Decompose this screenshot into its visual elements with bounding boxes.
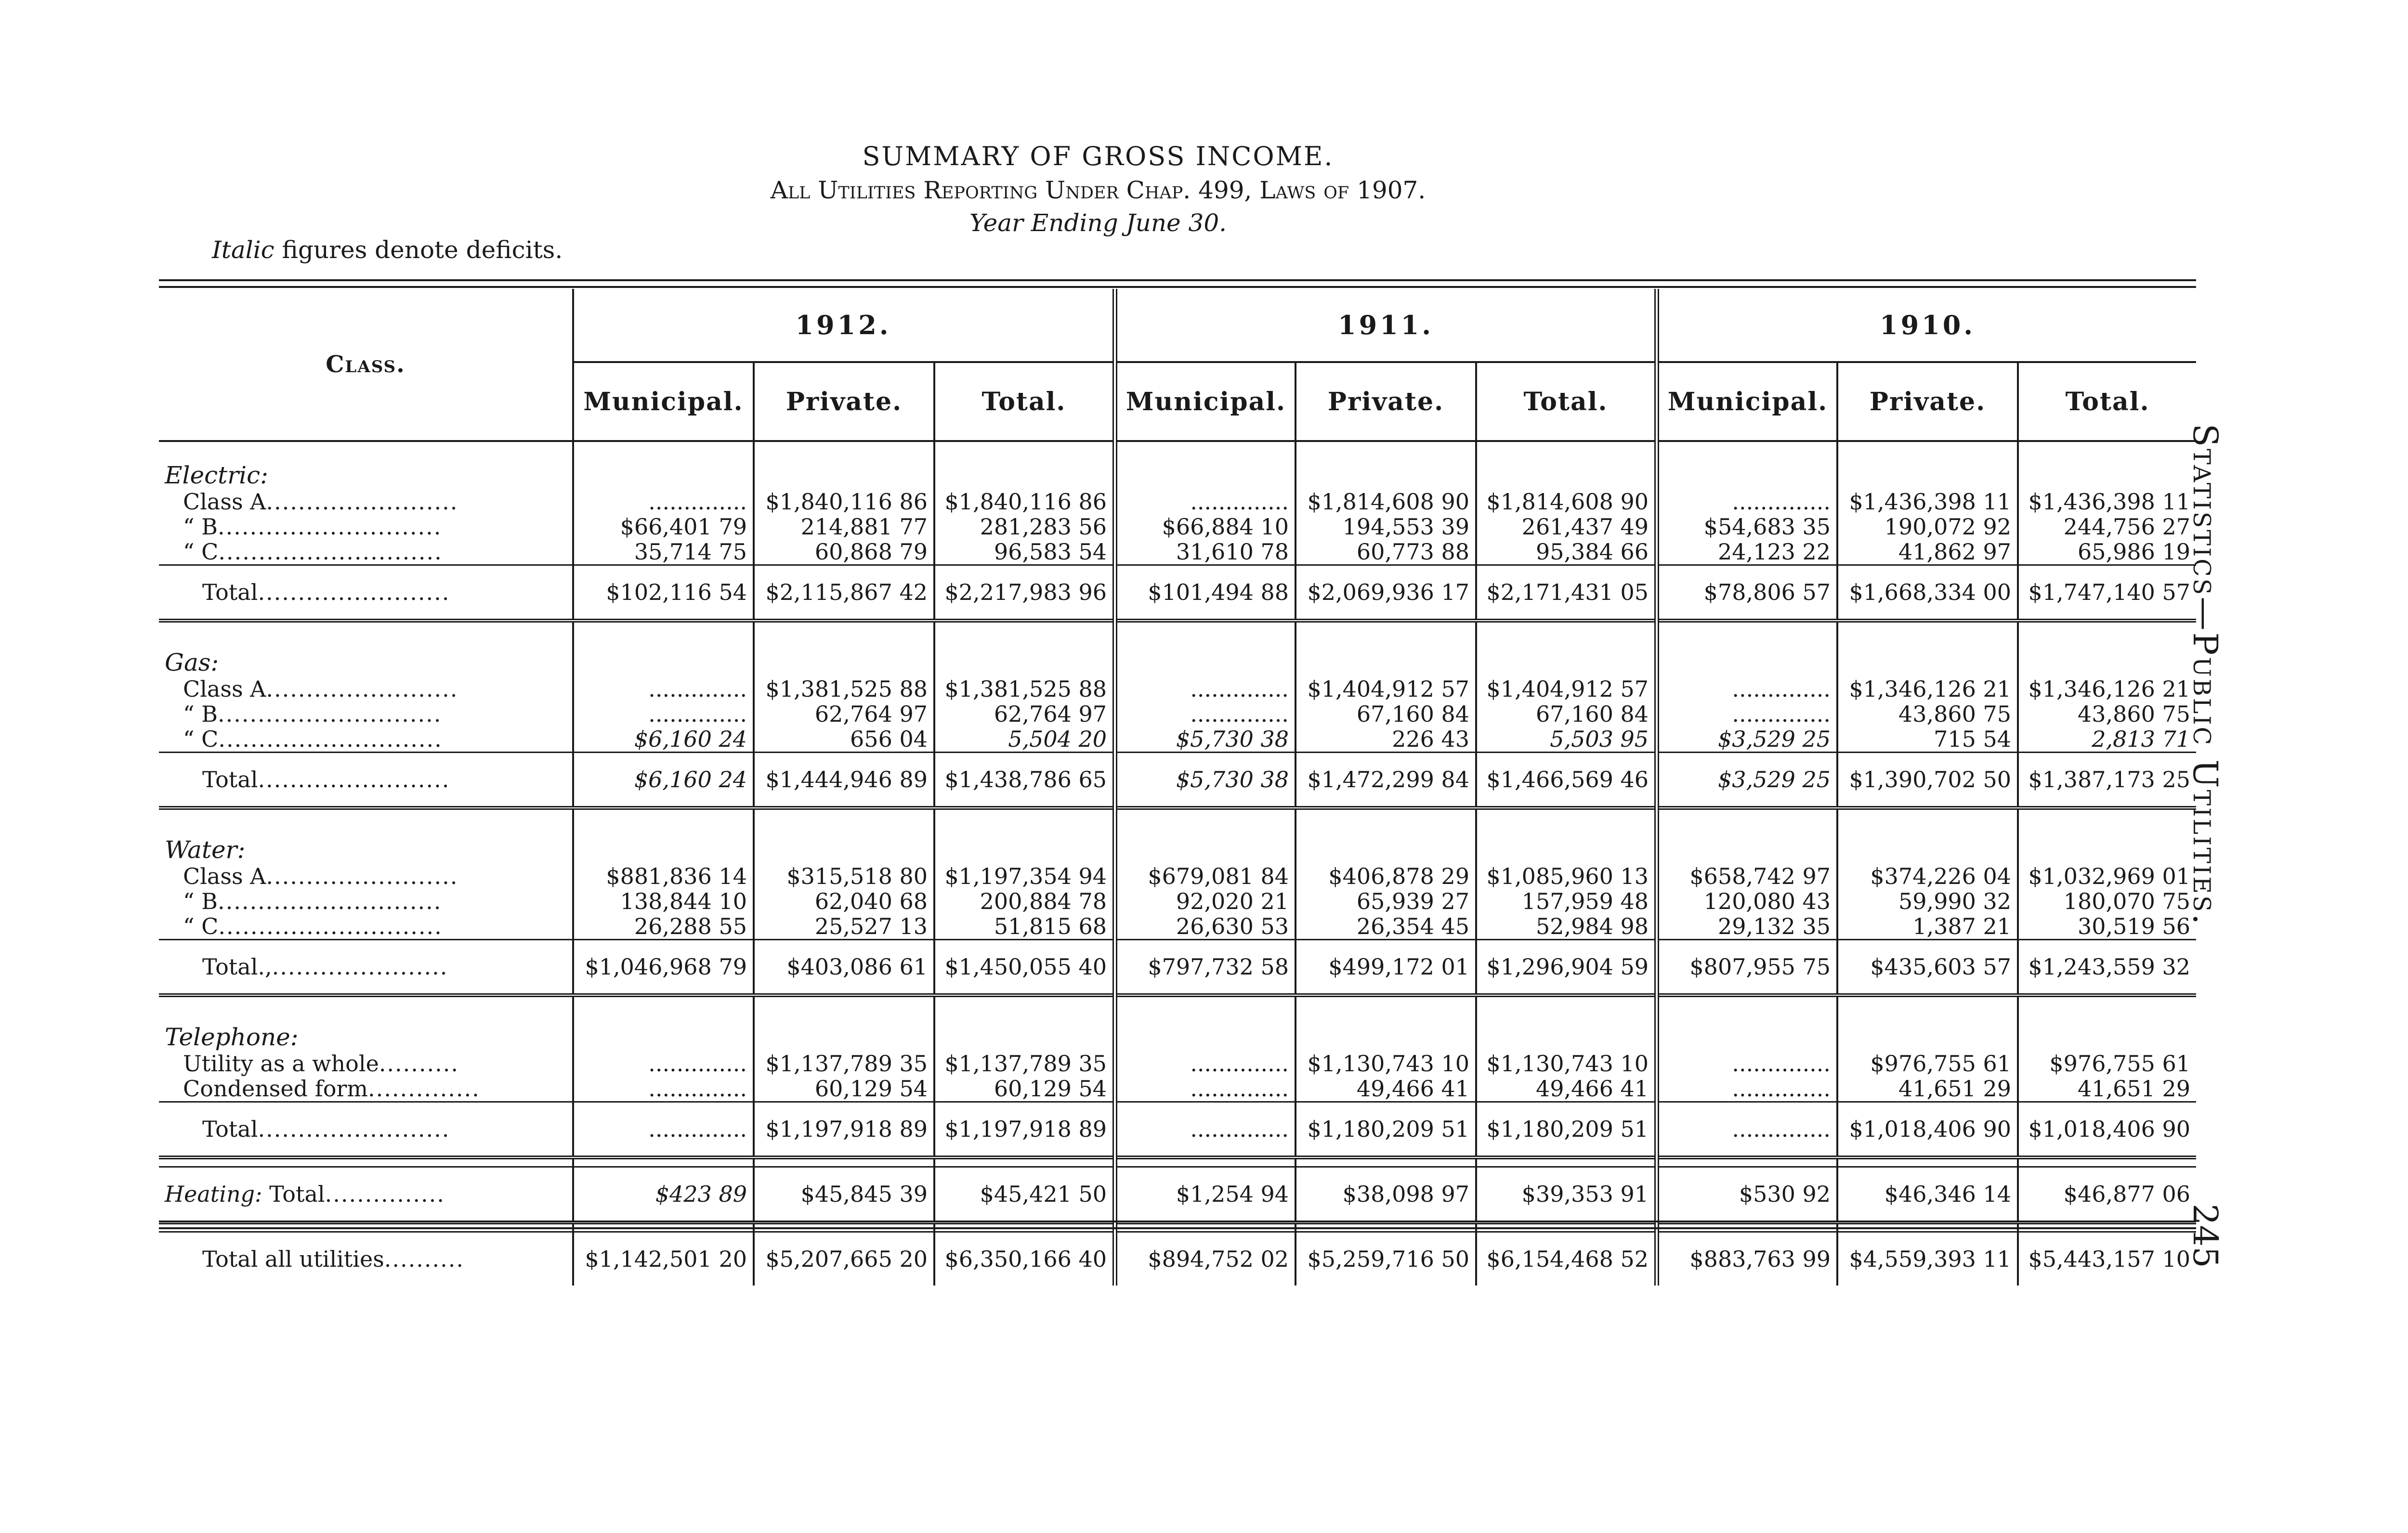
value-cell: .............. <box>1115 1076 1296 1102</box>
value-cell: $3,529 25 <box>1657 753 1837 808</box>
page-number: 245 <box>2186 1204 2225 1268</box>
value-cell: $46,877 06 <box>2018 1167 2196 1223</box>
table-row <box>159 1051 2196 1076</box>
value-cell: 41,651 29 <box>1837 1076 2018 1102</box>
value-cell: .............. <box>573 489 754 514</box>
col-total-1911: Total. <box>1476 362 1657 441</box>
value-cell: $2,217,983 96 <box>934 565 1115 621</box>
row-label: Total <box>202 1116 258 1142</box>
value-cell: $101,494 88 <box>1115 565 1296 621</box>
separator-row <box>159 1222 2196 1232</box>
note-italic-word: Italic <box>212 236 275 264</box>
row-label-cell <box>159 702 573 727</box>
group-header-row <box>159 629 2196 676</box>
title-block <box>169 140 2028 239</box>
value-cell: $45,421 50 <box>934 1167 1115 1223</box>
value-cell: .............. <box>1657 676 1837 702</box>
leader-dots: ............................ <box>217 514 442 539</box>
row-label-cell <box>159 489 573 514</box>
table-row <box>159 727 2196 753</box>
value-cell: $1,814,608 90 <box>1296 489 1476 514</box>
row-label: “ C <box>183 914 219 939</box>
value-cell: .............. <box>1657 489 1837 514</box>
value-cell: 43,860 75 <box>1837 702 2018 727</box>
value-cell: $6,160 24 <box>573 753 754 808</box>
col-total-1910: Total. <box>2018 362 2196 441</box>
value-cell: $2,069,936 17 <box>1296 565 1476 621</box>
value-cell: 5,503 95 <box>1476 727 1657 753</box>
value-cell: 49,466 41 <box>1296 1076 1476 1102</box>
value-cell: 244,756 27 <box>2018 514 2196 539</box>
table-row <box>159 889 2196 914</box>
grand-total-label-cell <box>159 1232 573 1286</box>
col-municipal-1911: Municipal. <box>1115 362 1296 441</box>
value-cell: $2,171,431 05 <box>1476 565 1657 621</box>
value-cell: 96,583 54 <box>934 539 1115 565</box>
value-cell: $5,207,665 20 <box>754 1232 934 1286</box>
value-cell: 51,815 68 <box>934 914 1115 940</box>
value-cell: 715 54 <box>1837 727 2018 753</box>
value-cell: 226 43 <box>1296 727 1476 753</box>
total-row <box>159 1102 2196 1158</box>
value-cell: 67,160 84 <box>1476 702 1657 727</box>
value-cell: $1,197,354 94 <box>934 864 1115 889</box>
value-cell: $102,116 54 <box>573 565 754 621</box>
value-cell: 138,844 10 <box>573 889 754 914</box>
value-cell: 92,020 21 <box>1115 889 1296 914</box>
row-label: “ B <box>183 889 218 914</box>
group-name: Telephone: <box>165 1023 299 1051</box>
value-cell: .............. <box>1115 1102 1296 1158</box>
value-cell: 65,939 27 <box>1296 889 1476 914</box>
value-cell: 35,714 75 <box>573 539 754 565</box>
value-cell: $1,142,501 20 <box>573 1232 754 1286</box>
value-cell: $894,752 02 <box>1115 1232 1296 1286</box>
leader-dots: ........................ <box>258 766 450 792</box>
value-cell: $881,836 14 <box>573 864 754 889</box>
total-label-cell <box>159 565 573 621</box>
row-label-cell <box>159 1076 573 1102</box>
row-label-cell <box>159 889 573 914</box>
row-label: “ C <box>183 727 219 752</box>
value-cell: $1,254 94 <box>1115 1167 1296 1223</box>
value-cell: $1,197,918 89 <box>934 1102 1115 1158</box>
value-cell: $403,086 61 <box>754 940 934 996</box>
total-row <box>159 940 2196 996</box>
row-label: “ C <box>183 539 219 565</box>
value-cell: 41,862 97 <box>1837 539 2018 565</box>
value-cell: $1,085,960 13 <box>1476 864 1657 889</box>
value-cell: $1,032,969 01 <box>2018 864 2196 889</box>
value-cell: 60,773 88 <box>1296 539 1476 565</box>
separator-row <box>159 808 2196 817</box>
value-cell: .............. <box>1657 1076 1837 1102</box>
row-label-cell <box>159 727 573 753</box>
value-cell: $1,747,140 57 <box>2018 565 2196 621</box>
value-cell: $679,081 84 <box>1115 864 1296 889</box>
value-cell: $1,018,406 90 <box>2018 1102 2196 1158</box>
table-row <box>159 702 2196 727</box>
value-cell: $1,130,743 10 <box>1476 1051 1657 1076</box>
year-1910-header: 1910. <box>1657 289 2196 362</box>
row-label: “ B <box>183 514 218 539</box>
row-label: Total all utilities <box>202 1246 384 1272</box>
value-cell: $530 92 <box>1657 1167 1837 1223</box>
leader-dots: ............................ <box>217 889 442 914</box>
value-cell: 95,384 66 <box>1476 539 1657 565</box>
value-cell: $6,350,166 40 <box>934 1232 1115 1286</box>
value-cell: .............. <box>1657 702 1837 727</box>
leader-dots: .......... <box>384 1246 465 1272</box>
value-cell: 1,387 21 <box>1837 914 2018 940</box>
heating-total-row <box>159 1167 2196 1223</box>
value-cell: 26,630 53 <box>1115 914 1296 940</box>
value-cell: $2,115,867 42 <box>754 565 934 621</box>
leader-dots: ........................ <box>266 864 458 889</box>
value-cell: $1,840,116 86 <box>934 489 1115 514</box>
row-label-cell <box>159 1051 573 1076</box>
class-header: Class. <box>159 289 573 441</box>
value-cell: 281,283 56 <box>934 514 1115 539</box>
col-private-1911: Private. <box>1296 362 1476 441</box>
table-row <box>159 514 2196 539</box>
col-municipal-1912: Municipal. <box>573 362 754 441</box>
value-cell: 31,610 78 <box>1115 539 1296 565</box>
value-cell: $1,840,116 86 <box>754 489 934 514</box>
col-municipal-1910: Municipal. <box>1657 362 1837 441</box>
value-cell: $1,346,126 21 <box>2018 676 2196 702</box>
page-subtitle: All Utilities Reporting Under Chap. 499, Laws of 1907. <box>770 176 1426 204</box>
leader-dots: ........................ <box>258 579 450 605</box>
value-cell: $1,438,786 65 <box>934 753 1115 808</box>
value-cell: 194,553 39 <box>1296 514 1476 539</box>
table-row <box>159 864 2196 889</box>
group-header-row <box>159 441 2196 489</box>
value-cell: $1,390,702 50 <box>1837 753 2018 808</box>
value-cell: 214,881 77 <box>754 514 934 539</box>
value-cell: 157,959 48 <box>1476 889 1657 914</box>
value-cell: .............. <box>573 1051 754 1076</box>
value-cell: $6,154,468 52 <box>1476 1232 1657 1286</box>
group-header-row <box>159 1004 2196 1051</box>
year-1911-header: 1911. <box>1115 289 1657 362</box>
row-label-cell <box>159 539 573 565</box>
total-row <box>159 565 2196 621</box>
value-cell: 62,764 97 <box>754 702 934 727</box>
table-row <box>159 489 2196 514</box>
value-cell: 24,123 22 <box>1657 539 1837 565</box>
value-cell: $54,683 35 <box>1657 514 1837 539</box>
value-cell: $78,806 57 <box>1657 565 1837 621</box>
value-cell: 25,527 13 <box>754 914 934 940</box>
value-cell: $1,137,789 35 <box>934 1051 1115 1076</box>
col-total-1912: Total. <box>934 362 1115 441</box>
row-label: Condensed form <box>183 1076 368 1102</box>
value-cell: $1,472,299 84 <box>1296 753 1476 808</box>
value-cell: $38,098 97 <box>1296 1167 1476 1223</box>
value-cell: 120,080 43 <box>1657 889 1837 914</box>
value-cell: $1,046,968 79 <box>573 940 754 996</box>
row-label-cell <box>159 914 573 940</box>
value-cell: $1,450,055 40 <box>934 940 1115 996</box>
row-label-cell <box>159 514 573 539</box>
group-name: Gas: <box>165 649 219 676</box>
value-cell: 67,160 84 <box>1296 702 1476 727</box>
value-cell: $797,732 58 <box>1115 940 1296 996</box>
side-caption: Statistics—Public Utilities. <box>2186 424 2225 926</box>
value-cell: $423 89 <box>573 1167 754 1223</box>
value-cell: 190,072 92 <box>1837 514 2018 539</box>
value-cell: 30,519 56 <box>2018 914 2196 940</box>
value-cell: 180,070 75 <box>2018 889 2196 914</box>
value-cell: $6,160 24 <box>573 727 754 753</box>
value-cell: .............. <box>573 1076 754 1102</box>
value-cell: 60,868 79 <box>754 539 934 565</box>
table-row <box>159 1076 2196 1102</box>
value-cell: $1,346,126 21 <box>1837 676 2018 702</box>
year-1912-header: 1912. <box>573 289 1115 362</box>
row-label: Total., <box>202 954 272 980</box>
value-cell: $1,668,334 00 <box>1837 565 2018 621</box>
value-cell: $406,878 29 <box>1296 864 1476 889</box>
table-row <box>159 914 2196 940</box>
group-name: Water: <box>165 836 246 864</box>
leader-dots: ............... <box>325 1181 445 1207</box>
year-header-row <box>159 289 2196 362</box>
value-cell: $46,346 14 <box>1837 1167 2018 1223</box>
value-cell: 62,040 68 <box>754 889 934 914</box>
value-cell: $1,444,946 89 <box>754 753 934 808</box>
value-cell: $1,381,525 88 <box>754 676 934 702</box>
leader-dots: ............................ <box>217 702 442 727</box>
row-label: Utility as a whole <box>183 1051 379 1076</box>
separator-row <box>159 621 2196 629</box>
deficit-note <box>212 236 563 264</box>
value-cell: $45,845 39 <box>754 1167 934 1223</box>
leader-dots: .......... <box>379 1051 459 1076</box>
value-cell: $499,172 01 <box>1296 940 1476 996</box>
value-cell: $658,742 97 <box>1657 864 1837 889</box>
value-cell: 59,990 32 <box>1837 889 2018 914</box>
value-cell: $1,180,209 51 <box>1476 1102 1657 1158</box>
value-cell: $1,436,398 11 <box>1837 489 2018 514</box>
value-cell: $1,436,398 11 <box>2018 489 2196 514</box>
value-cell: 43,860 75 <box>2018 702 2196 727</box>
row-label: Total <box>202 579 258 605</box>
col-private-1912: Private. <box>754 362 934 441</box>
gross-income-table <box>159 289 2196 1286</box>
leader-dots: ........................ <box>266 676 458 702</box>
row-label: Class A <box>183 864 266 889</box>
value-cell: 41,651 29 <box>2018 1076 2196 1102</box>
value-cell: $1,387,173 25 <box>2018 753 2196 808</box>
value-cell: $1,130,743 10 <box>1296 1051 1476 1076</box>
value-cell: 29,132 35 <box>1657 914 1837 940</box>
value-cell: $1,197,918 89 <box>754 1102 934 1158</box>
leader-dots: ........................ <box>258 1116 450 1142</box>
value-cell: $5,730 38 <box>1115 727 1296 753</box>
value-cell: $807,955 75 <box>1657 940 1837 996</box>
separator-row <box>159 1157 2196 1167</box>
value-cell: $315,518 80 <box>754 864 934 889</box>
value-cell: $5,730 38 <box>1115 753 1296 808</box>
value-cell: $5,259,716 50 <box>1296 1232 1476 1286</box>
value-cell: 62,764 97 <box>934 702 1115 727</box>
value-cell: 49,466 41 <box>1476 1076 1657 1102</box>
group-name: Electric: <box>165 461 268 489</box>
value-cell: .............. <box>573 676 754 702</box>
col-private-1910: Private. <box>1837 362 2018 441</box>
value-cell: $5,443,157 10 <box>2018 1232 2196 1286</box>
value-cell: .............. <box>1657 1051 1837 1076</box>
value-cell: .............. <box>573 702 754 727</box>
value-cell: 200,884 78 <box>934 889 1115 914</box>
leader-dots: .............. <box>368 1076 480 1102</box>
leader-dots: ...................... <box>272 954 448 980</box>
value-cell: $435,603 57 <box>1837 940 2018 996</box>
value-cell: 2,813 71 <box>2018 727 2196 753</box>
value-cell: $976,755 61 <box>2018 1051 2196 1076</box>
value-cell: $1,137,789 35 <box>754 1051 934 1076</box>
note-text: figures denote deficits. <box>282 236 563 264</box>
value-cell: $39,353 91 <box>1476 1167 1657 1223</box>
value-cell: $1,243,559 32 <box>2018 940 2196 996</box>
value-cell: .............. <box>1115 1051 1296 1076</box>
row-label: Class A <box>183 676 266 702</box>
value-cell: .............. <box>1657 1102 1837 1158</box>
row-label-cell <box>159 676 573 702</box>
top-rule-2 <box>159 286 2196 288</box>
leader-dots: ........................ <box>266 489 458 514</box>
value-cell: $1,018,406 90 <box>1837 1102 2018 1158</box>
leader-dots: ............................ <box>218 727 443 752</box>
value-cell: $3,529 25 <box>1657 727 1837 753</box>
value-cell: 5,504 20 <box>934 727 1115 753</box>
value-cell: 26,288 55 <box>573 914 754 940</box>
value-cell: 656 04 <box>754 727 934 753</box>
row-label: Total <box>202 766 258 792</box>
value-cell: $883,763 99 <box>1657 1232 1837 1286</box>
total-row <box>159 753 2196 808</box>
table-row <box>159 539 2196 565</box>
value-cell: 65,986 19 <box>2018 539 2196 565</box>
total-label-cell <box>159 1102 573 1158</box>
value-cell: $1,381,525 88 <box>934 676 1115 702</box>
value-cell: 52,984 98 <box>1476 914 1657 940</box>
value-cell: $66,401 79 <box>573 514 754 539</box>
value-cell: 60,129 54 <box>754 1076 934 1102</box>
value-cell: $4,559,393 11 <box>1837 1232 2018 1286</box>
heating-label-cell <box>159 1167 573 1223</box>
value-cell: $66,884 10 <box>1115 514 1296 539</box>
value-cell: .............. <box>1115 676 1296 702</box>
row-label-cell <box>159 864 573 889</box>
total-label-cell <box>159 940 573 996</box>
total-label-cell <box>159 753 573 808</box>
value-cell: 26,354 45 <box>1296 914 1476 940</box>
leader-dots: ............................ <box>218 539 443 565</box>
value-cell: $1,404,912 57 <box>1296 676 1476 702</box>
page-title: SUMMARY OF GROSS INCOME. <box>862 141 1334 171</box>
table-row <box>159 676 2196 702</box>
top-rule-1 <box>159 279 2196 281</box>
period-caption: Year Ending June 30. <box>969 209 1227 237</box>
group-header-row <box>159 817 2196 864</box>
value-cell: $374,226 04 <box>1837 864 2018 889</box>
row-label: “ B <box>183 702 218 727</box>
value-cell: $1,180,209 51 <box>1296 1102 1476 1158</box>
value-cell: 261,437 49 <box>1476 514 1657 539</box>
grand-total-row <box>159 1232 2196 1286</box>
separator-row <box>159 995 2196 1004</box>
row-label: Total <box>269 1181 325 1207</box>
leader-dots: ............................ <box>218 914 443 939</box>
value-cell: $1,814,608 90 <box>1476 489 1657 514</box>
value-cell: 60,129 54 <box>934 1076 1115 1102</box>
value-cell: .............. <box>1115 489 1296 514</box>
value-cell: $1,296,904 59 <box>1476 940 1657 996</box>
value-cell: $1,466,569 46 <box>1476 753 1657 808</box>
value-cell: $1,404,912 57 <box>1476 676 1657 702</box>
heating-group-name: Heating: <box>165 1181 262 1207</box>
value-cell: .............. <box>573 1102 754 1158</box>
row-label: Class A <box>183 489 266 514</box>
value-cell: .............. <box>1115 702 1296 727</box>
value-cell: $976,755 61 <box>1837 1051 2018 1076</box>
